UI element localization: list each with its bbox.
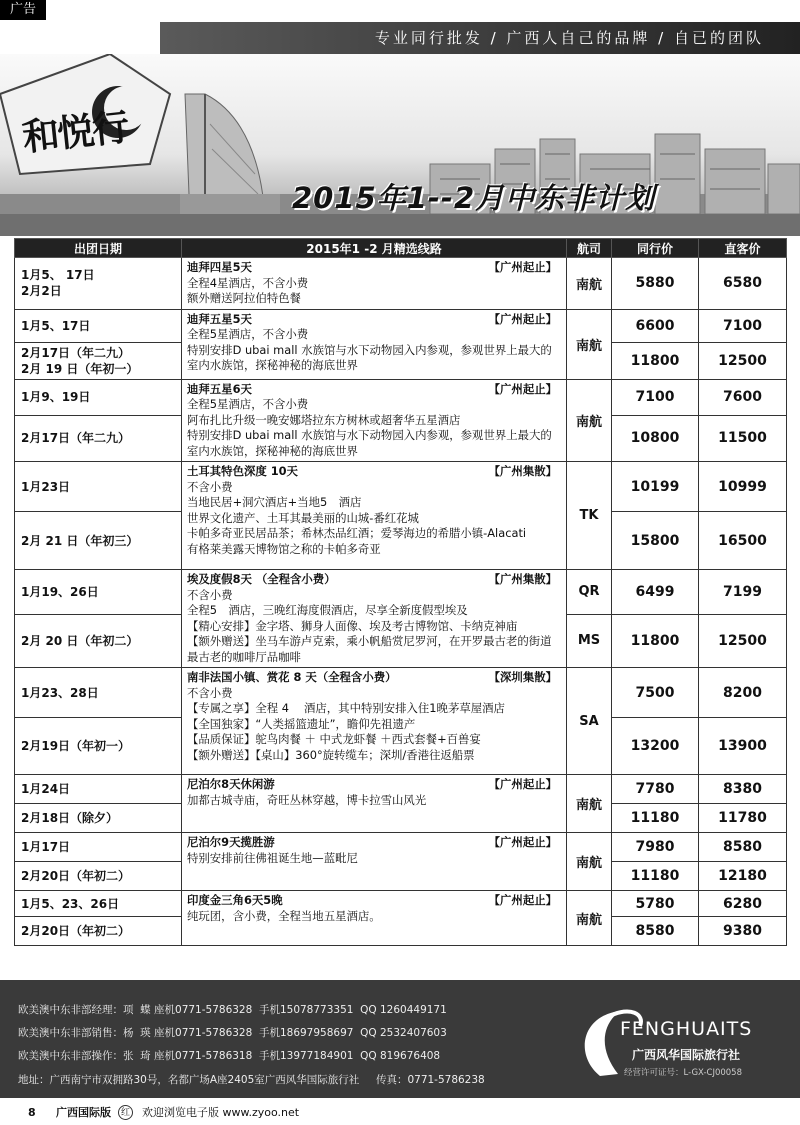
direct-price: 11500 (699, 415, 787, 461)
route-description (182, 258, 567, 310)
departure-city: 【广州起止】 (488, 381, 557, 396)
logo-text: 和悦行 (20, 104, 130, 160)
direct-price: 11780 (699, 804, 787, 833)
departure-dates (15, 775, 182, 804)
airline: 南航 (567, 891, 612, 946)
date-line: 2月 20 日（年初二） (21, 633, 139, 648)
route-title: 埃及度假8天 （全程含小费） (187, 572, 336, 586)
airline: 南航 (567, 258, 612, 310)
direct-price: 7100 (699, 309, 787, 342)
brand-license: 经营许可证号：L-GX-CJ00058 (624, 1068, 743, 1078)
peer-price: 7780 (612, 775, 699, 804)
route-detail-line: 【全国独家】“人类摇篮遗址”，瞻仰先祖遗产 (187, 716, 416, 731)
airline: MS (567, 614, 612, 667)
departure-dates (15, 379, 182, 415)
direct-price: 8380 (699, 775, 787, 804)
route-title: 印度金三角6天5晚 (187, 893, 283, 907)
route-header (187, 260, 561, 276)
date-line: 1月23、28日 (21, 685, 99, 700)
direct-price: 13900 (699, 718, 787, 775)
table-row (15, 379, 787, 415)
route-detail-line: 加都古城寺庙，奇旺丛林穿越，博卡拉雪山风光 (187, 792, 427, 807)
header-direct-price: 直客价 (699, 239, 787, 258)
route-detail-line: 特别安排前往佛祖诞生地—蓝毗尼 (187, 850, 358, 865)
route-detail-line: 全程4星酒店，不含小费 (187, 275, 309, 290)
route-header (187, 777, 561, 793)
route-title: 迪拜五星5天 (187, 311, 252, 326)
route-detail-line: 世界文化遗产、土耳其最美丽的山城-番红花城 (187, 510, 419, 525)
header-airline: 航司 (567, 239, 612, 258)
date-line: 2月18日（除夕） (21, 811, 119, 825)
departure-city: 【深圳集散】 (488, 670, 557, 684)
table-row (15, 775, 787, 804)
peer-price: 15800 (612, 512, 699, 570)
date-line: 1月5、17日 (21, 318, 91, 333)
peer-price: 7100 (612, 379, 699, 415)
table-row (15, 570, 787, 615)
airline: 南航 (567, 833, 612, 891)
peer-price: 5780 (612, 891, 699, 917)
direct-price: 8200 (699, 668, 787, 718)
peer-price: 5880 (612, 258, 699, 310)
route-detail-line: 【额外赠送】坐马车游卢克索，乘小帆船赏尼罗河，在开罗最古老的街道最古老的咖啡厅品咖啡 (187, 634, 552, 664)
date-line: 2月17日（年二九） (21, 431, 131, 446)
peer-price: 6600 (612, 309, 699, 342)
peer-price: 6499 (612, 570, 699, 615)
section-name: 广西国际版 (56, 1106, 111, 1119)
date-line: 2月 21 日（年初三） (21, 533, 139, 548)
tour-table (14, 238, 787, 946)
contact-manager: 欧美澳中东非部经理：项 蝶 座机0771-5786328 手机15078773351 QQ 1260449171 (18, 1004, 447, 1016)
date-line: 2月20日（年初二） (21, 869, 131, 883)
departure-dates (15, 862, 182, 891)
direct-price: 10999 (699, 462, 787, 512)
route-detail-line: 阿布扎比升级一晚安娜塔拉东方树林或超奢华五星酒店 (187, 412, 461, 427)
direct-price: 7600 (699, 379, 787, 415)
direct-price: 6280 (699, 891, 787, 917)
departure-dates (15, 718, 182, 775)
route-detail-line: 不含小费 (187, 685, 233, 700)
contact-sales: 欧美澳中东非部销售：杨 瑛 座机0771-5786328 手机18697958697 QQ 2532407603 (18, 1027, 447, 1039)
table-header-row (15, 239, 787, 258)
route-description (182, 668, 567, 775)
route-description (182, 891, 567, 946)
departure-dates (15, 833, 182, 862)
route-description (182, 775, 567, 833)
route-description (182, 379, 567, 462)
website-link[interactable]: 欢迎浏览电子版 www.zyoo.net (142, 1106, 300, 1119)
direct-price: 6580 (699, 258, 787, 310)
peer-price: 10800 (612, 415, 699, 461)
direct-price: 8580 (699, 833, 787, 862)
header-peer-price: 同行价 (612, 239, 699, 258)
table-row (15, 833, 787, 862)
departure-city: 【广州起止】 (488, 835, 557, 849)
route-title: 南非法国小镇、赏花 8 天（全程含小费） (187, 670, 397, 684)
direct-price: 12500 (699, 342, 787, 379)
departure-dates (15, 891, 182, 917)
table-row (15, 668, 787, 718)
route-detail-line: 【专属之享】全程 4 酒店，其中特别安排入住1晚茅草屋酒店 (187, 701, 505, 715)
page-number: 8 (28, 1106, 36, 1119)
route-detail-line: 卡帕多奇亚民居品茶；希林杰品红酒；爱琴海边的希腊小镇-Alacati (187, 526, 527, 540)
route-title: 尼泊尔9天揽胜游 (187, 835, 275, 849)
route-description (182, 833, 567, 891)
route-detail-line: 【品质保证】鸵鸟肉餐 ＋ 中式龙虾餐 ＋西式套餐+百兽宴 (187, 732, 481, 746)
route-description (182, 462, 567, 570)
peer-price: 7980 (612, 833, 699, 862)
route-detail-line: 特别安排D ubai mall 水族馆与水下动物园入内参观，参观世界上最大的室内水族馆，探秘神秘的海底世界 (187, 428, 552, 458)
peer-price: 11800 (612, 342, 699, 379)
page-headline: 2015年1--2月中东非计划 (292, 181, 656, 215)
date-line: 1月24日 (21, 782, 71, 796)
section-badge: 红 (118, 1105, 133, 1120)
departure-city: 【广州集散】 (488, 572, 557, 586)
departure-dates (15, 917, 182, 946)
contact-operations: 欧美澳中东非部操作：张 琦 座机0771-5786318 手机13977184901 QQ 819676408 (18, 1050, 441, 1062)
departure-city: 【广州起止】 (488, 260, 557, 274)
route-header (187, 572, 561, 588)
departure-dates (15, 309, 182, 342)
route-detail-line: 纯玩团，含小费，全程当地五星酒店。 (187, 908, 381, 923)
date-line: 2月19日（年初一） (21, 739, 131, 753)
date-line: 1月5、 17日 (21, 268, 95, 283)
departure-dates (15, 462, 182, 512)
peer-price: 11180 (612, 804, 699, 833)
departure-dates (15, 258, 182, 310)
route-detail-line: 当地民居+洞穴酒店+当地5 酒店 (187, 495, 362, 509)
departure-city: 【广州起止】 (488, 311, 557, 326)
route-detail-line: 全程5星酒店，不含小费 (187, 397, 309, 411)
brand-cn-name: 广西风华国际旅行社 (632, 1048, 741, 1062)
hero-banner (0, 54, 800, 236)
contact-footer (0, 980, 800, 1098)
direct-price: 9380 (699, 917, 787, 946)
table-row (15, 258, 787, 310)
route-header (187, 893, 561, 909)
peer-price: 13200 (612, 718, 699, 775)
airline: 南航 (567, 379, 612, 462)
departure-dates (15, 512, 182, 570)
date-line: 2月2日 (21, 284, 62, 299)
departure-dates (15, 415, 182, 461)
direct-price: 12500 (699, 614, 787, 667)
date-line: 2月20日（年初二） (21, 924, 131, 938)
airline: 南航 (567, 775, 612, 833)
route-title: 迪拜五星6天 (187, 381, 252, 396)
table-row (15, 309, 787, 342)
route-detail-line: 不含小费 (187, 587, 233, 602)
peer-price: 8580 (612, 917, 699, 946)
slogan-band: 专业同行批发 / 广西人自己的品牌 / 自已的团队 (160, 22, 800, 54)
route-title: 尼泊尔8天休闲游 (187, 777, 275, 791)
header-date: 出团日期 (15, 239, 182, 258)
departure-city: 【广州起止】 (488, 893, 557, 907)
peer-price: 10199 (612, 462, 699, 512)
route-header (187, 312, 561, 328)
route-title: 土耳其特色深度 10天 (187, 464, 298, 478)
airline: TK (567, 462, 612, 570)
route-header (187, 382, 561, 398)
departure-city: 【广州起止】 (488, 777, 557, 791)
route-detail-line: 全程5 酒店，三晚红海度假酒店，尽享全新度假型埃及 (187, 603, 468, 617)
route-detail-line: 不含小费 (187, 479, 233, 494)
departure-dates (15, 614, 182, 667)
date-line: 2月 19 日（年初一） (21, 361, 139, 376)
date-line: 1月19、26日 (21, 584, 99, 599)
route-header (187, 670, 561, 686)
airline: 南航 (567, 309, 612, 379)
page-bottom-bar (0, 1100, 800, 1125)
airline: QR (567, 570, 612, 615)
direct-price: 16500 (699, 512, 787, 570)
direct-price: 12180 (699, 862, 787, 891)
peer-price: 11180 (612, 862, 699, 891)
route-detail-line: 有格莱美露天博物馆之称的卡帕多奇亚 (187, 541, 381, 556)
route-detail-line: 【额外赠送】【桌山】360°旋转缆车；深圳/香港往返船票 (187, 747, 475, 762)
route-description (182, 309, 567, 379)
ad-tag: 广告 (0, 0, 46, 20)
route-detail-line: 特别安排D ubai mall 水族馆与水下动物园入内参观，参观世界上最大的室内水族馆，探秘神秘的海底世界 (187, 342, 552, 372)
peer-price: 11800 (612, 614, 699, 667)
route-detail-line: 【精心安排】金字塔、狮身人面像、埃及考古博物馆、卡纳克神庙 (187, 618, 518, 633)
date-line: 2月17日（年二九） (21, 345, 131, 360)
table-row (15, 891, 787, 917)
departure-dates (15, 342, 182, 379)
contact-address: 地址：广西南宁市双拥路30号，名都广场A座2405室广西风华国际旅行社 传真：0771-5786238 (18, 1074, 485, 1086)
date-line: 1月23日 (21, 479, 71, 494)
header-route: 2015年1 -2 月精选线路 (182, 239, 567, 258)
brand-name: FENGHUAITS (620, 1018, 753, 1040)
route-description (182, 570, 567, 668)
departure-dates (15, 668, 182, 718)
route-detail-line: 额外赠送阿拉伯特色餐 (187, 291, 301, 305)
departure-dates (15, 570, 182, 615)
route-header (187, 464, 561, 480)
date-line: 1月5、23、26日 (21, 896, 120, 911)
date-line: 1月9、19日 (21, 390, 91, 405)
peer-price: 7500 (612, 668, 699, 718)
date-line: 1月17日 (21, 840, 71, 854)
table-row (15, 462, 787, 512)
route-detail-line: 全程5星酒店，不含小费 (187, 327, 309, 341)
departure-dates (15, 804, 182, 833)
direct-price: 7199 (699, 570, 787, 615)
airline: SA (567, 668, 612, 775)
route-header (187, 835, 561, 851)
departure-city: 【广州集散】 (488, 464, 557, 478)
route-title: 迪拜四星5天 (187, 260, 252, 274)
